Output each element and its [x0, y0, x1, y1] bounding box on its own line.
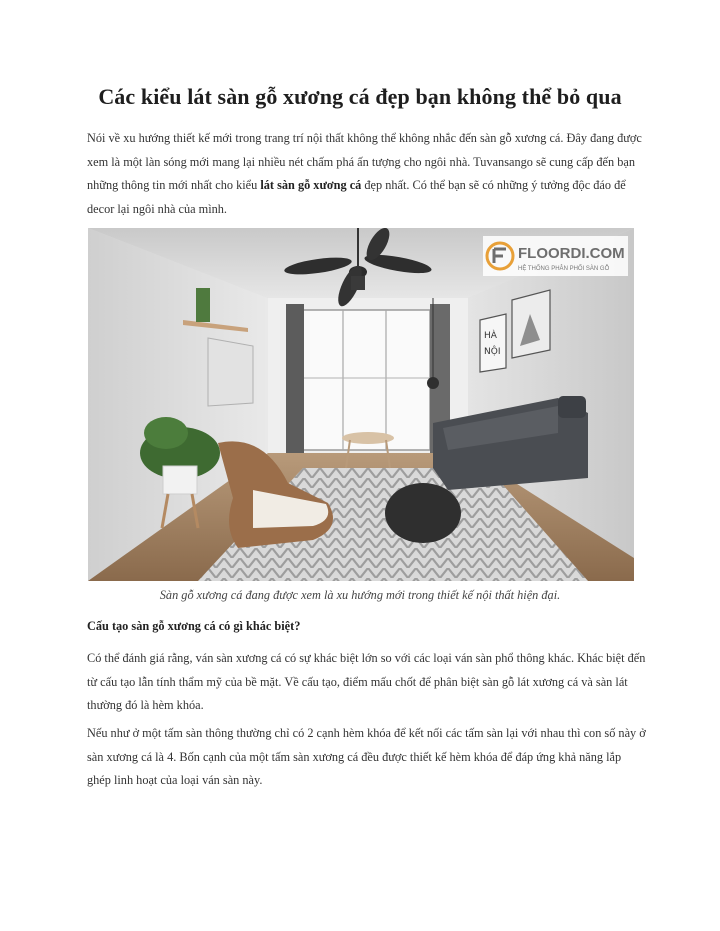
poster-hanoi — [480, 314, 506, 372]
living-room-photo — [88, 228, 634, 581]
body-paragraph-3: Nếu như ở một tấm sàn thông thường chỉ có 2 cạnh hèm khóa để kết nối các tấm sàn lại với nhau thì con số này ở sàn xương cá là 4. Bốn cạnh của một tấm sàn xương cá đều được thiết kế hèm khóa để đáp ứng khả năng lắp ghép linh hoạt của loại ván sàn này. — [87, 726, 646, 787]
article-title: Các kiểu lát sàn gỗ xương cá đẹp bạn không thể bỏ qua — [98, 84, 622, 109]
knit-pouf — [385, 483, 461, 543]
curtain-left — [286, 304, 304, 454]
floordi-logo — [483, 236, 628, 276]
pendant-lamp — [427, 377, 439, 389]
image-caption: Sàn gỗ xương cá đang được xem là xu hướng mới trong thiết kế nội thất hiện đại. — [159, 588, 561, 602]
window — [300, 310, 430, 450]
body-paragraph-2: Có thể đánh giá rằng, ván sàn xương cá có sự khác biệt lớn so với các loại ván sàn phổ thông khác. Khác biệt đến từ cấu tạo lẫn tính thẩm mỹ của bề mặt. Về cấu tạo, điểm mấu chốt để phân biệt sàn gỗ lát xương cá và sàn lát thường đó là hèm khóa. — [87, 651, 646, 712]
logo-text: FLOORDI.COM — [518, 245, 625, 262]
intro-text-end: đẹp nhất. Có thể bạn sẽ có những ý tưởng độc đáo để decor lại ngôi nhà của mình. — [87, 178, 626, 216]
poster-text-2: NỘI — [484, 347, 501, 357]
poster-text-1: HÀ — [484, 331, 497, 341]
intro-bold-keyword: lát sàn gỗ xương cá — [260, 178, 362, 192]
living-room-illustration — [88, 228, 634, 581]
sofa-pillow — [558, 396, 586, 418]
tv-panel — [208, 338, 253, 406]
logo-tagline: HỆ THỐNG PHÂN PHỐI SÀN GỖ — [518, 266, 610, 272]
shelf-plant — [196, 288, 210, 322]
section-heading: Cấu tạo sàn gỗ xương cá có gì khác biệt? — [87, 619, 301, 633]
intro-text: Nói về xu hướng thiết kế mới trong trang trí nội thất không thể không nhắc đến sàn gỗ xương cá. Đây đang được xem là một làn sóng mới mang lại nhiều nét chấm phá ấn tượng cho ngôi nhà. Tuvansango sẽ cung cấp đến bạn những thông tin mới nhất cho kiểu — [87, 131, 642, 192]
intro-paragraph — [87, 127, 647, 221]
